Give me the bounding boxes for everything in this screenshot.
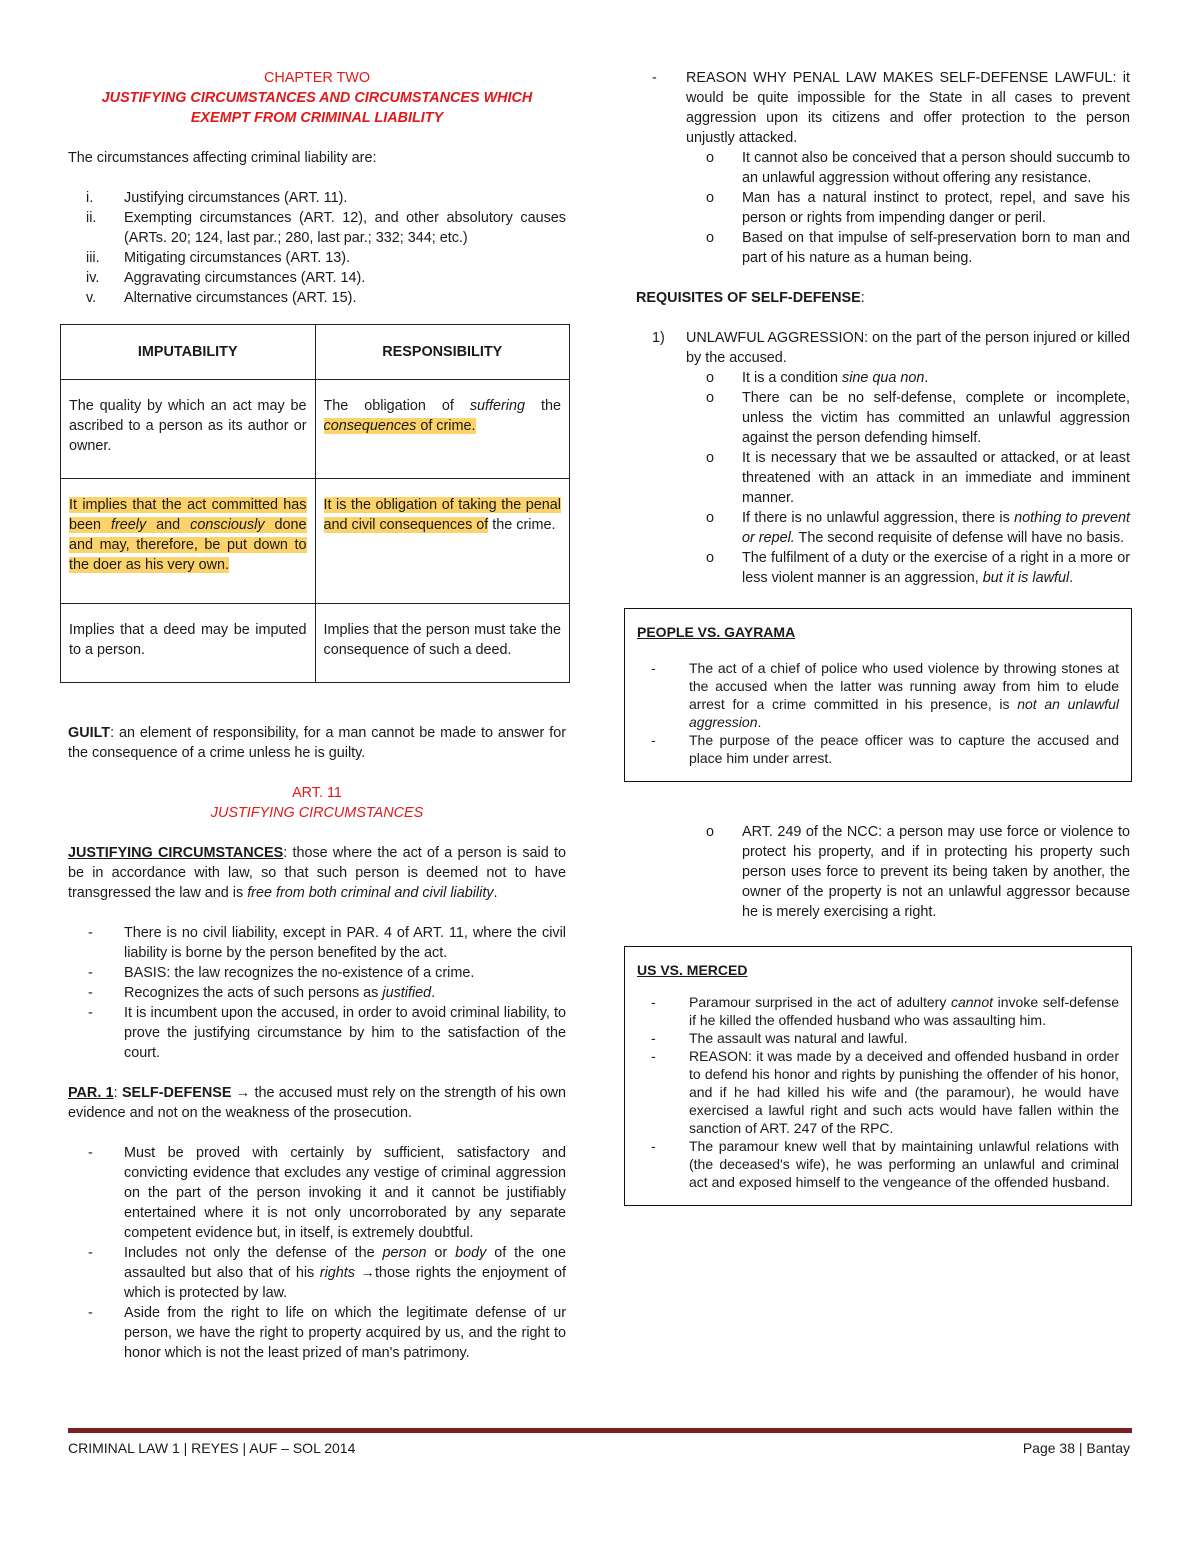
list-marker: 1)	[652, 330, 665, 346]
list-item	[68, 248, 566, 268]
requisite-item-1	[636, 328, 1130, 368]
list-marker: -	[651, 732, 656, 748]
list-item	[636, 448, 1130, 508]
list-item-text: ART. 249 of the NCC: a person may use force or violence to protect his property, and if in protecting his property such person uses force to prevent its being taken by another, the owner of the property is not an unlawful aggressor because he is merely exercising a right.	[742, 824, 1130, 920]
list-item	[68, 1143, 566, 1243]
cell-text: The quality by which an act may be ascribed to a person as its author or owner.	[69, 398, 307, 454]
list-marker: -	[88, 925, 93, 941]
list-item-text: Aside from the right to life on which the legitimate defense of ur person, we have the right to property acquired by us, and the right to honor which is not the least prized of man's patrimony.	[124, 1305, 566, 1361]
list-marker: i.	[86, 190, 94, 206]
list-item	[637, 1047, 1119, 1137]
art11-title: JUSTIFYING CIRCUMSTANCES	[210, 805, 424, 821]
cell-text-highlight: and	[156, 517, 181, 533]
case-box-people-vs-gayrama	[624, 608, 1132, 782]
list-item-text: →those rights the enjoyment of which is protected by law.	[124, 1265, 566, 1301]
list-item-text: There can be no self-defense, complete or incomplete, unless the victim has committed an unlawful aggression against the person defending himself.	[742, 390, 1130, 446]
cell-text: the	[540, 398, 561, 414]
table-cell	[315, 380, 570, 479]
guilt-definition	[68, 723, 566, 763]
cell-text-highlight-italic: freely	[110, 517, 147, 533]
case-list	[637, 993, 1119, 1191]
intro-text: The circumstances affecting criminal liability are:	[68, 150, 377, 166]
jc-text: : those where the act of a person is said to be in accordance with law, so that such person is deemed not to have transgressed the law and is	[68, 845, 566, 901]
list-item-text: It is necessary that we be assaulted or attacked, or at least threatened with an attack in an immediate and imminent manner.	[742, 450, 1130, 506]
reason-sublist	[636, 148, 1130, 268]
table-cell	[315, 604, 570, 683]
list-item-italic: rights	[319, 1265, 355, 1281]
chapter-label: CHAPTER TWO	[263, 70, 371, 86]
list-item-italic: not an unlawful aggression	[689, 696, 1119, 730]
list-item	[636, 228, 1130, 268]
par1-colon: :	[113, 1085, 118, 1101]
list-item	[636, 548, 1130, 588]
list-item-italic: cannot	[950, 994, 994, 1010]
list-item	[636, 822, 1130, 922]
circumstances-list	[68, 188, 566, 308]
footer-left-text: CRIMINAL LAW 1 | REYES | AUF – SOL 2014	[68, 1440, 356, 1456]
reason-text: REASON WHY PENAL LAW MAKES SELF-DEFENSE LAWFUL: it would be quite impossible for the State in all cases to prevent aggression upon its citizens and offer protection to the person unjustly attacked.	[686, 70, 1130, 146]
table-row	[61, 479, 570, 604]
footer-rule	[68, 1428, 1132, 1433]
list-item-text: Based on that impulse of self-preservation born to man and part of his nature as a human being.	[742, 230, 1130, 266]
list-item-text: Mitigating circumstances (ART. 13).	[124, 250, 351, 266]
par1-list	[68, 1143, 566, 1363]
ncc-list	[636, 822, 1130, 922]
requisites-colon: :	[860, 290, 865, 306]
reason-item	[636, 68, 1130, 148]
art11-label: ART. 11	[292, 785, 342, 801]
list-item-text: .	[1069, 570, 1074, 586]
jc-italic: free from both criminal and civil liability	[247, 885, 494, 901]
list-item-text: Includes not only the defense of the	[124, 1245, 375, 1261]
list-marker: ii.	[86, 210, 97, 226]
table-row	[61, 380, 570, 479]
list-item-text: of the one assaulted but also that of his	[124, 1245, 567, 1281]
table-cell	[61, 479, 316, 604]
list-item-text: .	[924, 370, 929, 386]
guilt-text: : an element of responsibility, for a man cannot be made to answer for the consequence of a crime unless he is guilty.	[68, 725, 566, 761]
chapter-title-line2: EXEMPT FROM CRIMINAL LIABILITY	[190, 110, 444, 126]
requisites-title: REQUISITES OF SELF-DEFENSE	[636, 290, 861, 306]
table-header-imputability: IMPUTABILITY	[61, 325, 316, 380]
list-marker: o	[706, 230, 715, 246]
requisites-heading	[636, 288, 1130, 308]
par1-self-defense	[68, 1083, 566, 1123]
list-marker: o	[706, 190, 715, 206]
list-item-text: The paramour knew well that by maintaining unlawful relations with (the deceased's wife), he was performing an unlawful and criminal act and exposed himself to the vengeance of the offended husband.	[689, 1138, 1119, 1190]
list-marker: -	[651, 1048, 656, 1064]
list-item-text: The purpose of the peace officer was to capture the accused and place him under arrest.	[689, 732, 1119, 766]
cell-text: Implies that the person must take the consequence of such a deed.	[323, 622, 561, 658]
list-item	[636, 508, 1130, 548]
cell-text: Implies that a deed may be imputed to a person.	[69, 622, 307, 658]
table-cell	[61, 380, 316, 479]
chapter-heading	[68, 68, 566, 128]
cell-text-highlight-italic: consequences	[323, 418, 417, 434]
table-header-responsibility: RESPONSIBILITY	[315, 325, 570, 380]
list-item-text: Recognizes the acts of such persons as	[124, 985, 379, 1001]
list-item	[68, 923, 566, 963]
list-item	[637, 731, 1119, 767]
list-item	[68, 1003, 566, 1063]
list-item-italic: justified	[382, 985, 432, 1001]
cell-text-italic: suffering	[469, 398, 526, 414]
list-marker: -	[651, 660, 656, 676]
case-box-us-vs-merced	[624, 946, 1132, 1206]
list-item	[636, 388, 1130, 448]
table-cell	[61, 604, 316, 683]
list-item	[636, 368, 1130, 388]
list-item	[637, 659, 1119, 731]
list-item	[68, 288, 566, 308]
list-item-text: BASIS: the law recognizes the no-existence of a crime.	[124, 965, 475, 981]
list-marker: -	[88, 1245, 93, 1261]
list-item-text: Alternative circumstances (ART. 15).	[124, 290, 357, 306]
list-marker: iv.	[86, 270, 100, 286]
list-item	[636, 148, 1130, 188]
list-marker: -	[651, 1138, 656, 1154]
cell-text-highlight: of crime.	[420, 418, 476, 434]
list-item	[68, 268, 566, 288]
list-marker: -	[88, 1305, 93, 1321]
list-marker: o	[706, 390, 715, 406]
list-marker: -	[652, 70, 657, 86]
cell-text-highlight: done and may, therefore, be put down to the doer as his very own.	[69, 517, 307, 573]
list-item-text: The second requisite of defense will have no basis.	[798, 530, 1125, 546]
jc-end: .	[493, 885, 498, 901]
requisites-sublist	[636, 368, 1130, 588]
list-marker: o	[706, 450, 715, 466]
table-cell	[315, 479, 570, 604]
list-item-text: Aggravating circumstances (ART. 14).	[124, 270, 366, 286]
list-item	[68, 1243, 566, 1303]
list-item	[637, 1029, 1119, 1047]
list-item-text: If there is no unlawful aggression, there is	[742, 510, 1010, 526]
list-item	[68, 1303, 566, 1363]
list-item-text: invoke self-defense if he killed the offended husband who was assaulting him.	[689, 994, 1120, 1028]
list-item-italic: nothing to prevent or repel.	[742, 510, 1131, 546]
requisite-text: UNLAWFUL AGGRESSION: on the part of the person injured or killed by the accused.	[686, 330, 1130, 366]
page-footer	[68, 1438, 1130, 1458]
left-column	[68, 68, 566, 1363]
list-marker: -	[651, 1030, 656, 1046]
list-item	[68, 188, 566, 208]
list-item-text: Must be proved with certainly by sufficient, satisfactory and convicting evidence that excludes any vestige of criminal aggression on the part of the person invoking it and it cannot be justifiably entertained where it is not only uncorroborated by any separate competent evidence but, in itself, is extremely doubtful.	[124, 1145, 566, 1241]
list-item-text: There is no civil liability, except in PAR. 4 of ART. 11, where the civil liability is borne by the person benefited by the act.	[124, 925, 566, 961]
list-marker: o	[706, 370, 715, 386]
list-item-text: The assault was natural and lawful.	[689, 1030, 908, 1046]
list-marker: o	[706, 550, 715, 566]
table-row	[61, 604, 570, 683]
list-item-text: Exempting circumstances (ART. 12), and other absolutory causes (ARTs. 20; 124, last par.; 280, last par.; 332; 344; etc.)	[124, 210, 566, 246]
par1-label: PAR. 1	[68, 1085, 114, 1101]
list-item-text: It cannot also be conceived that a person should succumb to an unlawful aggression without offering any resistance.	[742, 150, 1130, 186]
list-item	[68, 208, 566, 248]
list-item-italic: body	[455, 1245, 487, 1261]
list-item	[68, 963, 566, 983]
list-item-text: The fulfilment of a duty or the exercise of a right in a more or less violent manner is an aggression,	[742, 550, 1130, 586]
case-list	[637, 659, 1119, 767]
list-marker: -	[88, 985, 93, 1001]
par1-text: → the accused must rely on the strength of his own evidence and not on the weakness of the prosecution.	[68, 1085, 567, 1121]
list-item-text: Justifying circumstances (ART. 11).	[124, 190, 348, 206]
list-marker: -	[88, 965, 93, 981]
cell-text-highlight: It is the obligation of taking the penal and civil consequences of	[323, 497, 561, 533]
list-marker: iii.	[86, 250, 100, 266]
list-marker: -	[651, 994, 656, 1010]
list-item-italic: person	[382, 1245, 427, 1261]
footer-page-number: Page 38 | Bantay	[1022, 1440, 1130, 1456]
jc-term: JUSTIFYING CIRCUMSTANCES	[68, 845, 284, 861]
list-item-text: Man has a natural instinct to protect, repel, and save his person or rights from impending danger or peril.	[742, 190, 1130, 226]
list-item-text: The act of a chief of police who used violence by throwing stones at the accused when the latter was running away from him to elude arrest for a crime committed in his presence, is	[689, 660, 1119, 712]
justifying-definition	[68, 843, 566, 903]
imputability-table	[60, 324, 570, 683]
list-marker: o	[706, 510, 715, 526]
cell-text-highlight: It implies that the act committed has been	[69, 497, 307, 533]
list-item	[637, 993, 1119, 1029]
list-item	[68, 983, 566, 1003]
table-header-row	[61, 325, 570, 380]
cell-text: the crime.	[492, 517, 556, 533]
art11-heading	[68, 783, 566, 823]
case-title: US VS. MERCED	[637, 962, 748, 978]
list-item-text: .	[757, 714, 762, 730]
case-title: PEOPLE VS. GAYRAMA	[637, 624, 796, 640]
list-item-italic: but it is lawful	[982, 570, 1070, 586]
list-item-text: or	[434, 1245, 448, 1261]
cell-text: The obligation of	[323, 398, 454, 414]
list-marker: o	[706, 824, 715, 840]
list-item	[637, 1137, 1119, 1191]
list-item-italic: sine qua non	[842, 370, 925, 386]
list-marker: v.	[86, 290, 97, 306]
chapter-title-line1: JUSTIFYING CIRCUMSTANCES AND CIRCUMSTANCES WHICH	[101, 90, 533, 106]
list-marker: -	[88, 1005, 93, 1021]
list-item-text: Paramour surprised in the act of adultery	[689, 994, 947, 1010]
jc-list	[68, 923, 566, 1063]
list-item-text: It is a condition	[742, 370, 838, 386]
par1-term: SELF-DEFENSE	[121, 1085, 232, 1101]
list-marker: o	[706, 150, 715, 166]
list-item-text: .	[431, 985, 436, 1001]
list-item	[636, 188, 1130, 228]
list-marker: -	[88, 1145, 93, 1161]
list-item-text: It is incumbent upon the accused, in order to avoid criminal liability, to prove the justifying circumstance by him to the satisfaction of the court.	[124, 1005, 566, 1061]
right-column	[636, 68, 1130, 1206]
guilt-term: GUILT	[68, 725, 111, 741]
list-item-text: REASON: it was made by a deceived and offended husband in order to defend his honor and rights by punishing the offender of his honor, and if he had killed his wife and (the paramour), he would have exercised a lawful right and such acts would have fallen within the sanction of ART. 247 of the RPC.	[689, 1048, 1119, 1136]
cell-text-highlight-italic: consciously	[190, 517, 265, 533]
